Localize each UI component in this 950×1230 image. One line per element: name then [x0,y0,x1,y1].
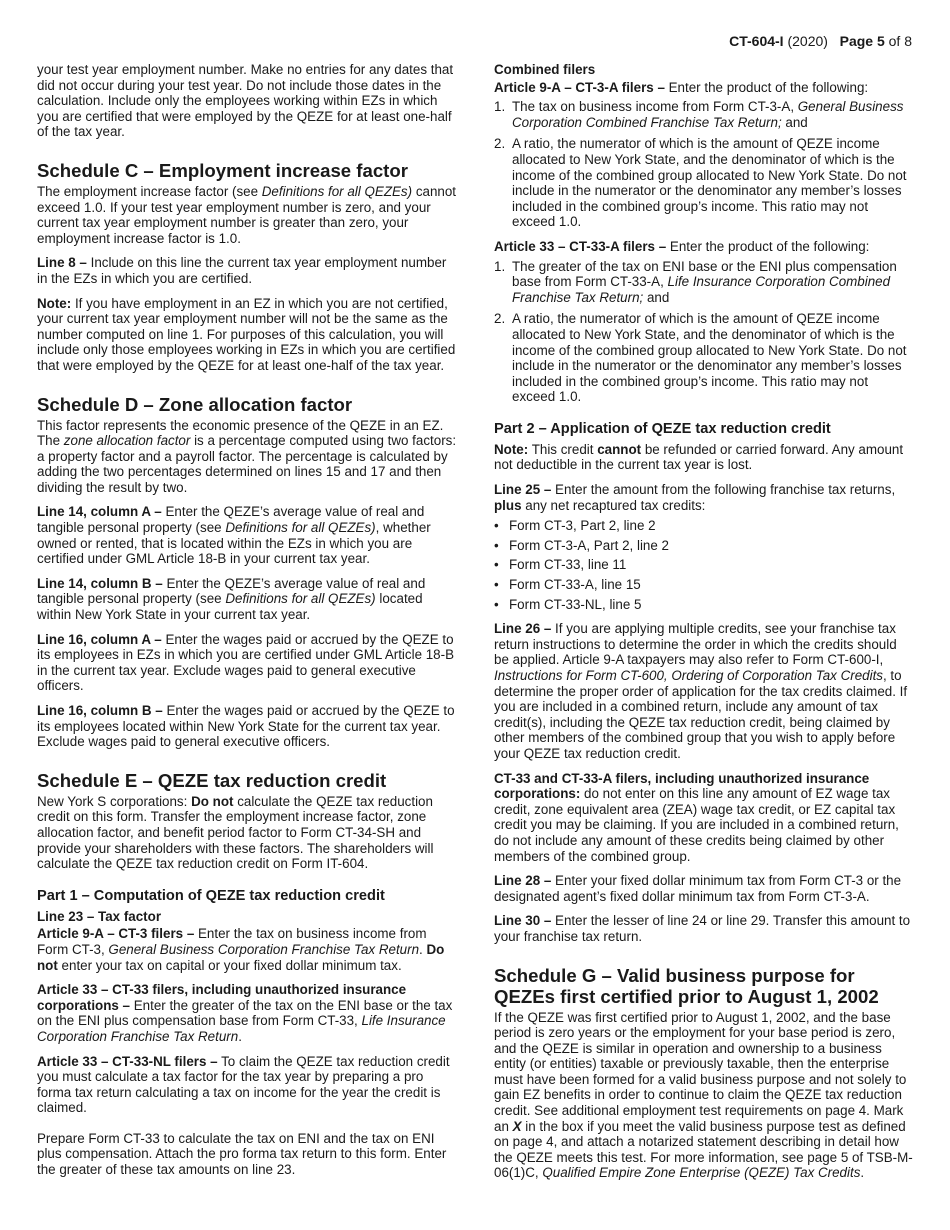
line-16a-paragraph: Line 16, column A – Enter the wages paid or accrued by the QEZE to its employees in EZs in which you are certified under GML Article 18-B in the current tax year. Exclude wages paid to general executive officers. [37,631,455,694]
article-9a-combined-paragraph: Article 9-A – CT-3-A filers – Enter the product of the following: [494,79,869,95]
schedule-g-heading: Schedule G – Valid business purpose for QEZEs first certified prior to August 1, 2002 [494,964,879,1007]
schedule-e-paragraph: New York S corporations: Do not calculate the QEZE tax reduction credit on this form. Transfer the employment increase factor, zone allocation factor, and benefit period factor to Form CT-34-SH and provide your shareholders with these factors. The shareholders will calculate the QEZE tax reduction credit on Form IT-604. [37,793,434,872]
part-2-heading: Part 2 – Application of QEZE tax reduction credit [494,420,831,437]
ct33-filers-paragraph: CT-33 and CT-33-A filers, including unauthorized insurance corporations: do not enter on this line any amount of EZ wage tax credit, zone equivalent area (ZEA) wage tax credit, or EZ capital tax credit you may be claiming. If you are included in a combined return, do not include any amount of these credits being claimed by other members of the combined group. [494,770,899,864]
list-item: • Form CT-3-A, Part 2, line 2 [494,537,669,553]
schedule-d-heading: Schedule D – Zone allocation factor [37,393,353,415]
page-total: of 8 [888,33,912,49]
numbered-item: 1. The tax on business income from Form CT-3-A, General Business Corporation Combined Franchise Tax Return; and [494,99,904,130]
page-header [729,33,912,49]
schedule-e-heading: Schedule E – QEZE tax reduction credit [37,769,387,791]
article-33-paragraph: Article 33 – CT-33 filers, including unauthorized insurance corporations – Enter the greater of the tax on the ENI base or the tax on the ENI plus compensation base from Form CT-33, Life Insurance Corporation Franchise Tax Return. [37,982,453,1044]
form-number: CT-604-I [729,33,784,49]
line-28-paragraph: Line 28 – Enter your fixed dollar minimum tax from Form CT-3 or the designated agent’s fixed dollar minimum tax from Form CT-3-A. [494,873,902,904]
article-9a-paragraph: Article 9-A – CT-3 filers – Enter the tax on business income from Form CT-3, General Business Corporation Franchise Tax Return. Do not enter your tax on capital or your fixed dollar minimum tax. [37,926,445,973]
numbered-item: 2. A ratio, the numerator of which is the amount of QEZE income allocated to New York State, and the denominator of which is the income of the combined group allocated to New York State. Do not include in the numerator or the denominator any member’s losses included in the combined group’s income. This ratio may not exceed 1.0. [494,136,907,230]
line-25-paragraph: Line 25 – Enter the amount from the following franchise tax returns, plus any net recaptured tax credits: [494,482,896,513]
line-8-paragraph: Line 8 – Include on this line the current tax year employment number in the EZs in which you are certified. [37,255,447,286]
list-item: • Form CT-33-NL, line 5 [494,596,642,612]
schedule-c-heading: Schedule C – Employment increase factor [37,159,408,181]
numbered-item: 2. A ratio, the numerator of which is the amount of QEZE income allocated to New York State, and the denominator of which is the income of the combined group allocated to New York State. Do not include in the numerator or the denominator any member’s losses included in the combined group’s income. This ratio may not exceed 1.0. [494,311,907,405]
schedule-d-paragraph: This factor represents the economic presence of the QEZE in an EZ. The zone allocation factor is a percentage computed using two factors: a property factor and a payroll factor. The percentage is calculated by adding the two percentages determined on lines 15 and 17 and then dividing the result by two. [37,417,457,495]
intro-paragraph: your test year employment number. Make no entries for any dates that did not occur during your test year. Do not include those dates in the calculation. Include only the employees working within EZs in which you are certified that were employed by the QEZE for at least one-half of the tax year. [37,62,454,140]
prepare-paragraph: Prepare Form CT-33 to calculate the tax on ENI and the tax on ENI plus compensation. Attach the pro forma tax return to this form. Enter the greater of these tax amounts on line 23. [37,1130,447,1178]
numbered-item: 1. The greater of the tax on ENI base or the ENI plus compensation base from Form CT-33-A, Life Insurance Corporation Combined Franchise Tax Return; and [494,258,897,305]
combined-filers-heading: Combined filers [494,62,596,77]
line-14b-paragraph: Line 14, column B – Enter the QEZE’s average value of real and tangible personal property (see Definitions for all QEZEs) located within New York State in your current tax year. [37,575,426,623]
article-33-nl-paragraph: Article 33 – CT-33-NL filers – To claim the QEZE tax reduction credit you must calculate a tax factor for the tax year by preparing a pro forma tax return calculating a tax on income for the year the credit is claimed. [37,1053,450,1116]
schedule-c-paragraph: The employment increase factor (see Definitions for all QEZEs) cannot exceed 1.0. If your test year employment number is zero, and your current tax year employment number is greater than zero, your employment increase factor is 1.0. [37,183,457,246]
article-33a-paragraph: Article 33 – CT-33-A filers – Enter the product of the following: [494,238,870,254]
form-year: (2020) [787,33,828,49]
right-column [494,62,914,1190]
page-number: Page 5 [839,33,885,49]
note-paragraph: Note: This credit cannot be refunded or carried forward. Any amount not deductible in the current tax year is lost. [494,441,904,473]
note-paragraph: Note: If you have employment in an EZ in which you are not certified, your current tax year employment number will not be the same as the number computed on line 1. For purposes of this calculation, you will include only those employees working in EZs in which you are certified that were employed by the QEZE for at least one-half of the tax year. [37,295,456,373]
line-14a-paragraph: Line 14, column A – Enter the QEZE’s average value of real and tangible personal property (see Definitions for all QEZEs), whether owned or rented, that is located within the EZs in which you are certified under GML Article 18-B in your current tax year. [37,504,431,567]
part-1-heading: Part 1 – Computation of QEZE tax reduction credit [37,887,385,904]
line-23-heading: Line 23 – Tax factor [37,908,162,924]
line-30-paragraph: Line 30 – Enter the lesser of line 24 or line 29. Transfer this amount to your franchise tax return. [494,913,911,944]
schedule-g-paragraph: If the QEZE was first certified prior to August 1, 2002, and the base period is zero years or the employment for your base period is zero, and the QEZE is similar in operation and ownership to a business entity (or entities) taxable or previously taxable, then the enterprise must have been formed for a valid business purpose and not solely to gain EZ benefits in order to continue to claim the QEZE tax reduction credit. See additional employment test requirements on page 4. Mark an X in the box if you meet the valid business purpose test as defined on page 4, and attach a notarized statement describing in detail how the QEZE meets this test. For more information, see page 5 of TSB-M-06(1)C, Qualified Empire Zone Enterprise (QEZE) Tax Credits. [494,1009,913,1181]
line-26-paragraph: Line 26 – If you are applying multiple credits, see your franchise tax return instructions to determine the order in which the credits should be applied. Article 9-A taxpayers may also refer to Form CT-600-I, Instructions for Form CT-600, Ordering of Corporation Tax Credits, to determine the proper order of application for the tax credits claimed. If you are included in a combined return, include any amount of tax credit(s), including the QEZE tax reduction credit, being claimed by other members of the combined group that you wish to apply before your QEZE tax reduction credit. [494,621,908,761]
list-item: • Form CT-33-A, line 15 [494,577,641,593]
list-item: • Form CT-33, line 11 [494,557,627,573]
list-item: • Form CT-3, Part 2, line 2 [494,518,656,534]
left-column [37,62,457,1187]
line-16b-paragraph: Line 16, column B – Enter the wages paid or accrued by the QEZE to its employees located within New York State for the current tax year. Exclude wages paid to general executive officers. [37,703,455,750]
